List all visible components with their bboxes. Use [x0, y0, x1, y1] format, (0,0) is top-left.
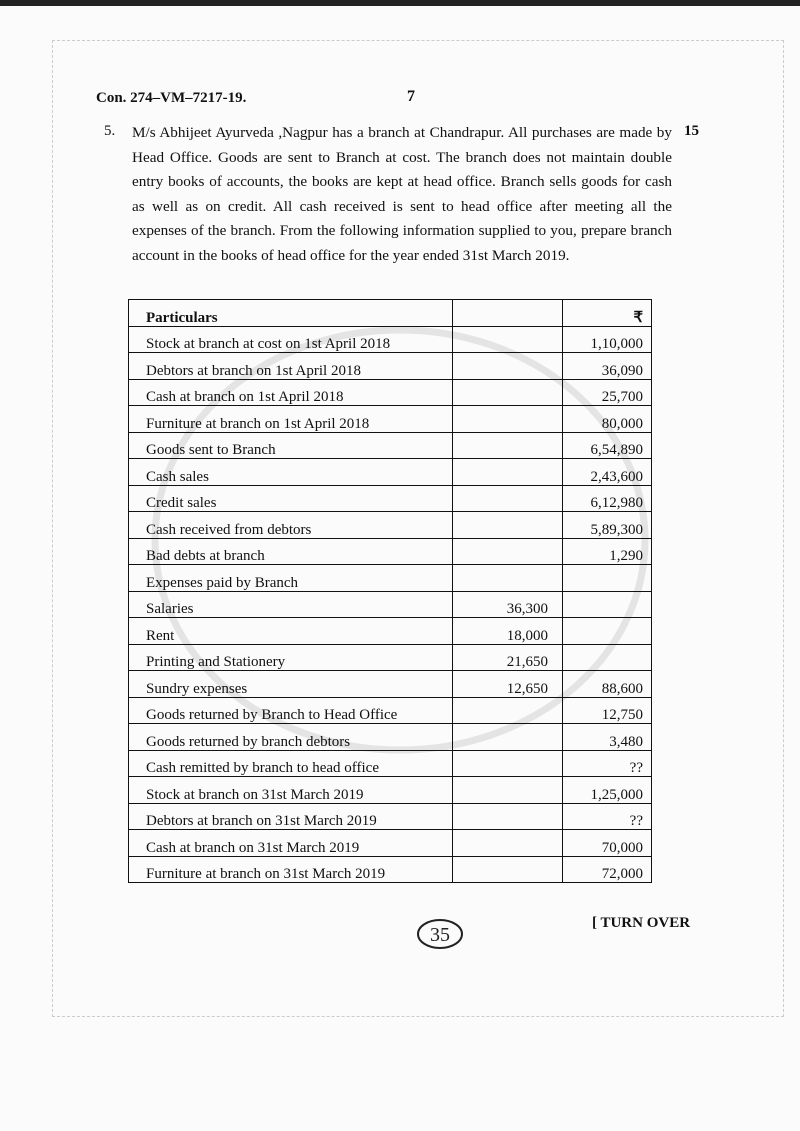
table-row	[129, 830, 652, 857]
particulars-cell: Cash received from debtors	[129, 512, 453, 539]
scan-top-edge	[0, 0, 800, 6]
particulars-cell: Stock at branch at cost on 1st April 2018	[129, 326, 453, 353]
particulars-cell: Stock at branch on 31st March 2019	[129, 777, 453, 804]
sub-amount-cell	[453, 777, 563, 804]
amount-cell: ??	[563, 803, 652, 830]
particulars-cell: Cash at branch on 1st April 2018	[129, 379, 453, 406]
table-row	[129, 565, 652, 592]
sub-amount-cell	[453, 512, 563, 539]
table-row	[129, 353, 652, 380]
particulars-cell: Cash sales	[129, 459, 453, 486]
particulars-cell: Furniture at branch on 1st April 2018	[129, 406, 453, 433]
particulars-cell: Cash at branch on 31st March 2019	[129, 830, 453, 857]
amount-cell: 80,000	[563, 406, 652, 433]
amount-cell	[563, 618, 652, 645]
sub-amount-cell: 21,650	[453, 644, 563, 671]
table-row	[129, 326, 652, 353]
question-marks: 15	[684, 123, 699, 139]
table-row	[129, 379, 652, 406]
amount-cell: 6,54,890	[563, 432, 652, 459]
sub-amount-cell	[453, 538, 563, 565]
turn-over-note: [ TURN OVER	[592, 915, 691, 931]
sub-amount-cell	[453, 353, 563, 380]
sub-amount-cell	[453, 830, 563, 857]
table-row	[129, 671, 652, 698]
amount-cell	[563, 644, 652, 671]
header-rupee: ₹	[563, 300, 652, 327]
amount-cell: 36,090	[563, 353, 652, 380]
particulars-cell: Cash remitted by branch to head office	[129, 750, 453, 777]
header-particulars: Particulars	[129, 300, 453, 327]
sub-amount-cell	[453, 379, 563, 406]
table-row	[129, 618, 652, 645]
branch-data-table	[128, 299, 652, 883]
table-row	[129, 406, 652, 433]
table-row	[129, 459, 652, 486]
particulars-cell: Goods returned by branch debtors	[129, 724, 453, 751]
particulars-cell: Printing and Stationery	[129, 644, 453, 671]
amount-cell: 72,000	[563, 856, 652, 883]
question-number: 5.	[104, 123, 116, 139]
table-row	[129, 591, 652, 618]
amount-cell	[563, 591, 652, 618]
particulars-cell: Bad debts at branch	[129, 538, 453, 565]
sub-amount-cell: 12,650	[453, 671, 563, 698]
particulars-cell: Goods returned by Branch to Head Office	[129, 697, 453, 724]
sub-amount-cell	[453, 750, 563, 777]
particulars-cell: Sundry expenses	[129, 671, 453, 698]
sub-amount-cell	[453, 724, 563, 751]
sub-amount-cell	[453, 406, 563, 433]
table-row	[129, 538, 652, 565]
amount-cell: 1,25,000	[563, 777, 652, 804]
particulars-cell: Salaries	[129, 591, 453, 618]
table-row	[129, 485, 652, 512]
table-row	[129, 856, 652, 883]
sub-amount-cell	[453, 432, 563, 459]
table-row	[129, 750, 652, 777]
particulars-cell: Rent	[129, 618, 453, 645]
amount-cell: 12,750	[563, 697, 652, 724]
particulars-cell: Credit sales	[129, 485, 453, 512]
amount-cell: 88,600	[563, 671, 652, 698]
amount-cell: 25,700	[563, 379, 652, 406]
amount-cell: 70,000	[563, 830, 652, 857]
amount-cell: 2,43,600	[563, 459, 652, 486]
question-text: M/s Abhijeet Ayurveda ,Nagpur has a branch at Chandrapur. All purchases are made by Head Office. Goods are sent to Branch at cost. The branch does not maintain double entry books of accounts, the books are kept at head office. Branch sells goods for cash as well as on credit. All cash received is sent to head office after meeting all the expenses of the branch. From the following information supplied to you, prepare branch account in the books of head office for the year ended 31st March 2019.	[132, 124, 672, 264]
sub-amount-cell	[453, 326, 563, 353]
amount-cell: 1,290	[563, 538, 652, 565]
sub-amount-cell	[453, 856, 563, 883]
sub-amount-cell: 18,000	[453, 618, 563, 645]
amount-cell: 1,10,000	[563, 326, 652, 353]
particulars-cell: Expenses paid by Branch	[129, 565, 453, 592]
amount-cell: 3,480	[563, 724, 652, 751]
table-header-row	[129, 300, 652, 327]
sub-amount-cell	[453, 485, 563, 512]
particulars-cell: Furniture at branch on 31st March 2019	[129, 856, 453, 883]
header-amount-1	[453, 300, 563, 327]
table-row	[129, 644, 652, 671]
sub-amount-cell	[453, 803, 563, 830]
sub-amount-cell	[453, 697, 563, 724]
table-row	[129, 803, 652, 830]
particulars-cell: Debtors at branch on 31st March 2019	[129, 803, 453, 830]
amount-cell	[563, 565, 652, 592]
table-row	[129, 432, 652, 459]
sub-amount-cell	[453, 459, 563, 486]
paper-code: Con. 274–VM–7217-19.	[96, 90, 247, 106]
table-row	[129, 777, 652, 804]
page-number: 7	[407, 88, 415, 105]
amount-cell: 5,89,300	[563, 512, 652, 539]
particulars-cell: Goods sent to Branch	[129, 432, 453, 459]
amount-cell: ??	[563, 750, 652, 777]
sub-amount-cell	[453, 565, 563, 592]
sub-amount-cell: 36,300	[453, 591, 563, 618]
amount-cell: 6,12,980	[563, 485, 652, 512]
table-row	[129, 512, 652, 539]
table-row	[129, 697, 652, 724]
stamp-number: 35	[430, 924, 450, 946]
table-row	[129, 724, 652, 751]
particulars-cell: Debtors at branch on 1st April 2018	[129, 353, 453, 380]
page-stamp	[398, 912, 468, 962]
